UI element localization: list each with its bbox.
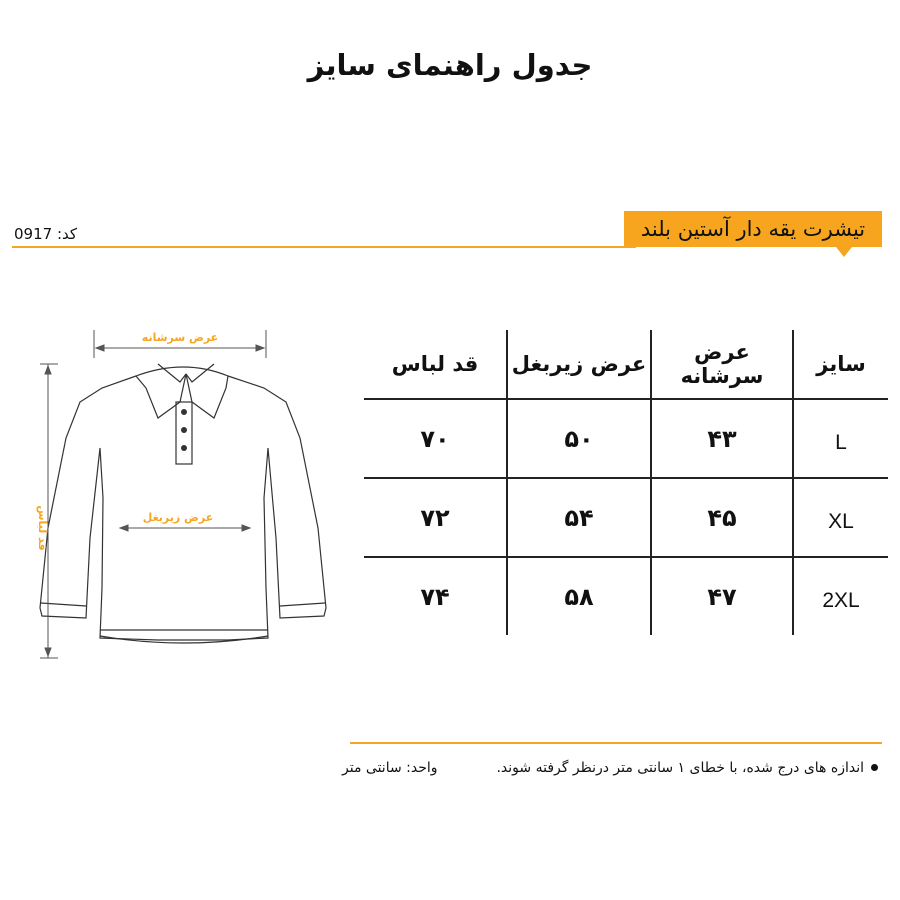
badge-pointer xyxy=(836,247,852,257)
button-icon xyxy=(181,409,187,415)
product-name-badge: تیشرت یقه دار آستین بلند xyxy=(624,211,882,247)
cell-shoulder: ۴۷ xyxy=(651,557,793,635)
button-icon xyxy=(181,427,187,433)
product-code: کد: 0917 xyxy=(14,225,78,243)
cell-size: XL xyxy=(793,478,888,557)
page-title: جدول راهنمای سایز xyxy=(307,48,593,82)
footer-divider xyxy=(350,742,882,744)
size-table xyxy=(364,330,888,635)
cell-size: 2XL xyxy=(793,557,888,635)
cell-size: L xyxy=(793,399,888,478)
cell-shoulder: ۴۵ xyxy=(651,478,793,557)
shirt-body-outline xyxy=(40,376,326,640)
cell-chest: ۵۴ xyxy=(507,478,651,557)
unit-note: واحد: سانتی متر xyxy=(342,760,438,776)
cell-length: ۷۰ xyxy=(364,399,507,478)
cell-chest: ۵۸ xyxy=(507,557,651,635)
table-row xyxy=(364,478,888,557)
header-size: سایز xyxy=(793,330,888,399)
chest-label: عرض زیربغل xyxy=(142,511,214,524)
cell-chest: ۵۰ xyxy=(507,399,651,478)
cell-length: ۷۲ xyxy=(364,478,507,557)
table-header-row xyxy=(364,330,888,399)
header-chest: عرض زیربغل xyxy=(507,330,651,399)
bullet-icon xyxy=(871,764,878,771)
shirt-diagram xyxy=(28,318,328,668)
table-row xyxy=(364,399,888,478)
tolerance-note: اندازه های درج شده، با خطای ۱ سانتی متر درنظر گرفته شوند. xyxy=(496,760,864,776)
cell-length: ۷۴ xyxy=(420,582,450,611)
cell-shoulder: ۴۳ xyxy=(651,399,793,478)
table-row xyxy=(364,557,888,635)
header-shoulder: عرض سرشانه xyxy=(651,330,793,399)
shoulder-label: عرض سرشانه xyxy=(141,331,219,344)
header-length: قد لباس xyxy=(364,330,507,399)
header-divider xyxy=(12,246,636,248)
button-icon xyxy=(181,445,187,451)
length-label: قد لباس xyxy=(36,505,49,551)
